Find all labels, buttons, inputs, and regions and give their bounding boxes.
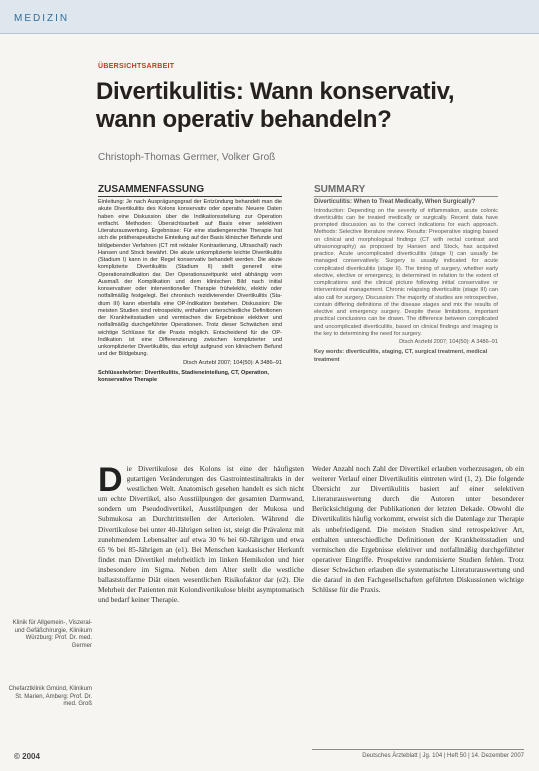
abstract-keywords: Schlüsselwörter: Divertikulitis, Stadieneinteilung, CT, Operation, konservative Therapie <box>98 369 269 383</box>
article-title <box>96 78 516 134</box>
summary-subtitle: Diverticulitis: When to Treat Medically, When Surgically? <box>314 199 476 205</box>
abstract-citation: Dtsch Arztebl 2007; 104(50): A 3486–91 <box>183 359 282 366</box>
abstract-heading: ZUSAMMENFASSUNG <box>98 184 205 195</box>
section-label: MEDIZIN <box>14 13 70 24</box>
copyright-mark: © 2004 <box>14 752 40 761</box>
body-text-1: ie Divertikulose des Kolons ist eine der häufigsten gutartigen Veränderungen des Gastrointestinaltrakts in der westlichen Welt. Anatomisch gesehen handelt es sich nicht um echte Divertikel, also Ausstülpungen der gesamten Darmwand, sondern um Pseudodivertikel, Ausstülpungen der Mukosa und Submukosa an Durchtrittstellen der Arteriolen. Während die Divertikulose bei unter 40-Jährigen selten ist, steigt die Prävalenz mit zunehmendem Lebensalter auf etwa 30 % bei 60-Jährigen und etwa 65 % bei 85-Jährigen an (e1). Bei Menschen kaukasischer Herkunft findet man Divertikel mehrheitlich im linken Hemikolon und hier insbesondere im Sigma. Neben dem Alter stellt die westliche ballaststoffarme Diät einen wesentlichen Risikofaktor dar (e2). Die Mehrheit der Patienten mit Kolondivertikulose bleibt asymptomatisch und bedarf keiner Therapie. <box>98 464 304 605</box>
article-kicker: ÜBERSICHTSARBEIT <box>98 63 175 70</box>
title-line-2: wann operativ behandeln? <box>96 106 392 133</box>
affiliation-note-1: Klinik für Allgemein-, Viszeral- und Gefäßchirurgie, Klinikum Würzburg: Prof. Dr. med. Germer <box>12 620 92 649</box>
drop-cap: D <box>98 461 123 499</box>
summary-text: Introduction: Depending on the severity of inflammation, acute colonic diverticulitis can be treated medically or surgically. Recent data have prompted discussion as to the correct indications for each approach. Methods: Selective literature review. Results: Preoperative staging based on clinical and morphological findings (CT with rectal contrast and ultrasonography) as proposed by Hansen and Stock, has acquired practice. Acute uncomplicated diverticulitis (stage I) can usually be managed conservatively. Surgery is usually indicated for acute complicated diverticulitis (stage II). The timing of surgery, whether early elective, elective or emergency, is determined in relation to the extent of complications and the clinical picture following initial conservative or interventional management. Chronic relapsing diverticulitis (stage III) can also call for surgery. Discussion: The majority of studies are retrospective, contain differing definitions of the disease stages and mix the results of elective and emergency surgery. Despite these limitations, important practical conclusions can be drawn. The difference between complicated and uncomplicated diverticulitis, based on clinical findings and imaging is the key to determining the need for surgery. <box>314 207 498 337</box>
summary-keywords: Key words: diverticulitis, staging, CT, surgical treatment, medical treatment <box>314 349 488 363</box>
summary-rule <box>314 196 498 197</box>
title-line-1: Divertikulitis: Wann konservativ, <box>96 78 455 105</box>
journal-footer: Deutsches Ärzteblatt | Jg. 104 | Heft 50 | 14. Dezember 2007 <box>362 753 524 759</box>
body-text-2: Weder Anzahl noch Zahl der Divertikel erlauben vorherzusagen, ob ein weiterer Verlauf einer Divertikulitis eintreten wird (1, 2). Die folgende Übersicht zur Divertikulitis basiert auf einer selektiven Literaturauswertung durch die Autoren unter besonderer Berücksichtigung der Publikationen der letzten Dekade. Obwohl die Divertikulitis häufig vorkommt, erweist sich die Datenlage zur Therapie als unbefriedigend. Die meisten Studien sind retrospektiver Art, enthalten unterschiedliche Definitionen der Krankheitsstadien und vermischen die Ergebnisse elektiver und notfallmäßig durchgeführter operativer Eingriffe. Prospektive randomisierte Studien fehlen. Trotz dieser Schwächen erlauben die systematische Literaturauswertung und die darauf in den Fachgesellschaften geführten Diskussionen wichtige Schlüsse für die Praxis. <box>312 464 524 595</box>
body-column-1 <box>98 461 304 605</box>
section-header-band <box>0 0 539 34</box>
author-list: Christoph-Thomas Germer, Volker Groß <box>98 152 276 163</box>
affiliation-note-2: Chefarztklinik Gmünd, Klinikum St. Marien, Amberg: Prof. Dr. med. Groß <box>8 686 92 708</box>
abstract-english <box>314 184 498 364</box>
header-divider <box>0 33 539 34</box>
footer-divider <box>312 749 524 750</box>
summary-heading: SUMMARY <box>314 184 366 195</box>
abstract-german <box>98 184 282 384</box>
abstract-rule <box>98 196 282 197</box>
body-column-2 <box>312 464 524 595</box>
abstract-text: Einleitung: Je nach Ausprägungsgrad der Entzündung behandelt man die akute Divertikulitis des Kolons konservativ oder operativ. Neuere Daten haben eine Diskussion über die Indikationsstellung zur Operation entfacht. Methoden: Übersichtsarbeit auf Basis einer selektiven Literaturauswertung. Ergebnisse: Für eine stadiengerechte Therapie hat sich die prätherapeutische Einteilung auf der Basis klinischer Befunde und bildgebender Verfahren (CT mit rektaler Kontrastierung, Ultraschall) nach Hansen und Stock bewährt. Die akute unkomplizierte leichte Divertikulitis (Stadium I) kann in der Regel konservativ behandelt werden. Die akute komplizierte Divertikulitis (Stadium II) stellt generell eine Operationsindikation dar. Der Operationszeitpunkt wird abhängig vom Ausmaß der Komplikation und dem klinischen Bild nach initial konservativer oder interventioneller Therapie frühelektiv, elektiv oder notfallmäßig festgelegt. Bei chronisch rezidivierender Divertikulitis (Stadium III) kann ebenfalls eine OP-Indikation bestehen. Diskussion: Die meisten Studien sind retrospektiv, enthalten unterschiedliche Definitionen der Krankheitsstadien und vermischen die Ergebnisse elektiver und notfallmäßig durchgeführter Operationen. Trotz dieser Schwächen sind wichtige Schlüsse für die Praxis möglich. Entscheidend für die OP-Indikation ist eine Differenzierung zwischen komplizierter und unkomplizierter Divertikulitis, das erfolgt aufgrund von klinischem Befund und der Bildgebung. <box>98 199 282 358</box>
summary-citation: Dtsch Arztebl 2007; 104(50): A 3486–91 <box>399 339 498 345</box>
